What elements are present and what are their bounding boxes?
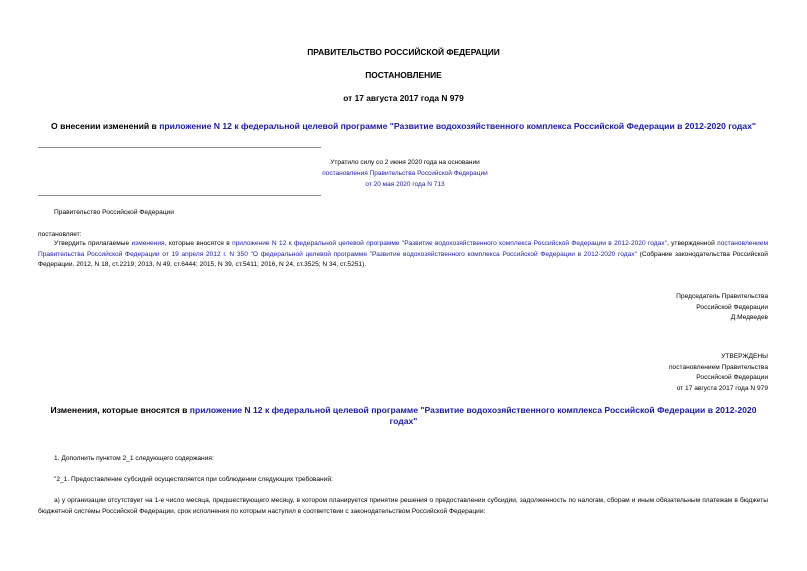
top-divider [38, 147, 321, 148]
approval-block [468, 352, 768, 394]
change-item-1: 1. Дополнить пунктом 2_1 следующего содержания: [54, 455, 214, 462]
changes-title-link[interactable]: приложение N 12 к федеральной целевой программе "Развитие водохозяйственного комплекса Российской Федерации в 2012-2020 годах" [189, 405, 757, 426]
government-line: Правительство Российской Федерации [54, 209, 174, 216]
status-note-link-date[interactable]: от 20 мая 2020 года N 713 [365, 181, 445, 188]
document-title-prefix: О внесении изменений в [51, 121, 160, 131]
resolution-350-link[interactable]: постановлением Правительства Российской Федерации от 19 апреля 2012 г. N 350 [38, 240, 768, 258]
signature-name: Д.Медведев [730, 314, 768, 321]
status-note [240, 157, 570, 190]
change-item-2: "2_1. Предоставление субсидий осуществляется при соблюдении следующих требований: [54, 476, 333, 483]
signature-block [468, 292, 768, 324]
bottom-divider [38, 195, 321, 196]
main-paragraph-mid1: , которые вносятся в [164, 240, 233, 247]
change-item-3: а) у организации отсутствует на 1-е число месяца, предшествующего месяцу, в котором планируется принятие решения о предоставлении субсидии, задолженность по налогам, сборам и иным обязательным платежам в бюджеты бюджетной системы Российской Федерации, срок исполнения по которым наступил в соответствии с законодательством Российской Федерации; [38, 497, 768, 515]
main-paragraph-mid2: , утвержденной [666, 240, 718, 247]
changes-link[interactable]: изменения [131, 240, 165, 247]
program-link[interactable]: "О федеральной целевой программе "Развитие водохозяйственного комплекса Российской Федерации в 2012-2020 годах" [247, 250, 637, 258]
document-date-number: от 17 августа 2017 года N 979 [343, 93, 464, 103]
document-title [0, 121, 807, 131]
document-type-heading: ПОСТАНОВЛЕНИЕ [365, 70, 442, 80]
status-note-link-line[interactable]: постановления Правительства Российской Федерации [322, 170, 488, 177]
changes-title-prefix: Изменения, которые вносятся в [50, 405, 190, 415]
main-paragraph [38, 239, 768, 271]
signature-country: Российской Федерации [696, 303, 768, 311]
status-note-line: Утратило силу со 2 июня 2020 года на основании [330, 159, 480, 166]
main-paragraph-end: (Собрание законодательства Российской Федерации, 2012, N 18, ст.2219; 2013, N 49, ст.6444; 2015, N 39, ст.5411; 2016, N 24, ст.3525; N 34, ст.5251). [38, 250, 768, 268]
approval-date: от 17 августа 2017 года N 979 [676, 384, 768, 392]
appendix-link[interactable]: приложение N 12 к федеральной целевой программе "Развитие водохозяйственного комплекса Российской Федерации в 2012-2020 годах" [232, 240, 667, 247]
signature-position: Председатель Правительства [676, 293, 768, 300]
document-title-link[interactable]: приложение N 12 к федеральной целевой программе "Развитие водохозяйственного комплекса Российской Федерации в 2012-2020 годах" [159, 121, 756, 131]
approval-by: постановлением Правительства [668, 363, 768, 371]
approval-country: Российской Федерации [696, 374, 768, 381]
approval-label: УТВЕРЖДЕНЫ [721, 353, 768, 360]
changes-title [40, 405, 767, 427]
government-heading: ПРАВИТЕЛЬСТВО РОССИЙСКОЙ ФЕДЕРАЦИИ [307, 47, 500, 57]
main-paragraph-start: Утвердить прилагаемые [54, 240, 132, 247]
decrees-line: постановляет: [38, 231, 82, 238]
